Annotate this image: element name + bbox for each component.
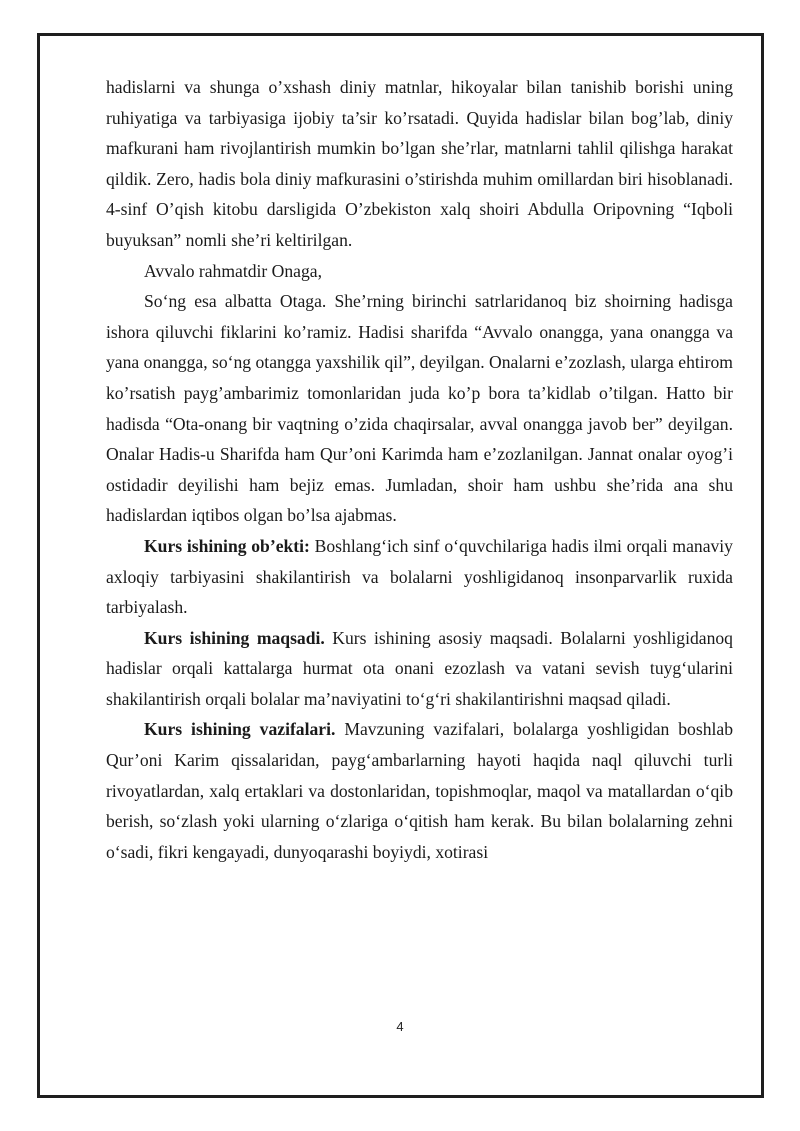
paragraph-poem-analysis: So‘ng esa albatta Otaga. She’rning birinchi satrlaridanoq biz shoirning hadisga ishora qiluvchi fiklarini ko’ramiz. Hadisi sharifda “Avvalo onangga, yana onangga va yana onangga, so‘ng otangga yaxshilik qil”, deyilgan. Onalarni e’zozlash, ularga ehtirom ko’rsatish payg’ambarimiz tomonlaridan juda ko’p bora ta’kidlab o’tilgan. Hatto bir hadisda “Ota-onang bir vaqtning o’zida chaqirsalar, avval onangga javob ber” deyilgan. Onalar Hadis-u Sharifda ham Qur’oni Karimda ham e’zozlanilgan. Jannat onalar oyog’i ostidadir deyilishi ham bejiz emas. Jumladan, shoir ham ushbu she’rida ana shu hadislardan iqtibos olgan bo’lsa ajabmas.: [106, 291, 733, 526]
poem-line: Avvalo rahmatdir Onaga,: [144, 260, 322, 281]
document-body: [106, 72, 733, 867]
paragraph-course-goal: [106, 623, 733, 715]
course-goal-heading: Kurs ishining maqsadi.: [144, 627, 325, 648]
course-goal-text: Kurs ishining asosiy maqsadi. Bolalarni yoshligidanoq hadislar orqali kattalarga hurmat ota onani ezozlash va vatani sevish tuyg‘ularini shakilantirish orqali bolalar ma’naviyatini to‘g‘ri shakilantirishni maqsad qiladi.: [106, 627, 733, 709]
course-tasks-heading: Kurs ishining vazifalari.: [144, 719, 336, 740]
course-object-text: Boshlang‘ich sinf o‘quvchilariga hadis ilmi orqali manaviy axloqiy tarbiyasini shakilantirish va bolalarni yoshligidanoq insonparvarlik ruxida tarbiyalash.: [106, 535, 733, 618]
paragraph-course-object: [106, 531, 733, 623]
paragraph-course-tasks: [106, 714, 733, 867]
course-tasks-text: Mavzuning vazifalari, bolalarga yoshligidan boshlab Qur’oni Karim qissalaridan, payg‘ambarlarning hayoti haqida naql qiluvchi turli rivoyatlardan, xalq ertaklari va dostonlaridan, topishmoqlar, maqol va matallardan o‘qib berish, so‘zlash yoki ularning o‘zlariga o‘qitish ham kerak. Bu bilan bolalarning zehni o‘sadi, fikri kengayadi, dunyoqarashi boyiydi, xotirasi: [106, 719, 733, 862]
page-number: 4: [396, 1019, 404, 1034]
paragraph-intro: hadislarni va shunga o’xshash diniy matnlar, hikoyalar bilan tanishib borishi uning ruhiyatiga va tarbiyasiga ijobiy ta’sir ko’rsatadi. Quyida hadislar bilan bog’lab, diniy mafkurani ham rivojlantirish mumkin bo’lgan she’rlar, matnlarni tahlil qilishga harakat qildik. Zero, hadis bola diniy mafkurasini o’stirishda muhim omillardan biri hisoblanadi. 4-sinf O’qish kitobu darsligida O’zbekiston xalq shoiri Abdulla Oripovning “Iqboli buyuksan” nomli she’ri keltirilgan.: [106, 77, 733, 250]
course-object-heading: Kurs ishining ob’ekti:: [144, 535, 310, 556]
